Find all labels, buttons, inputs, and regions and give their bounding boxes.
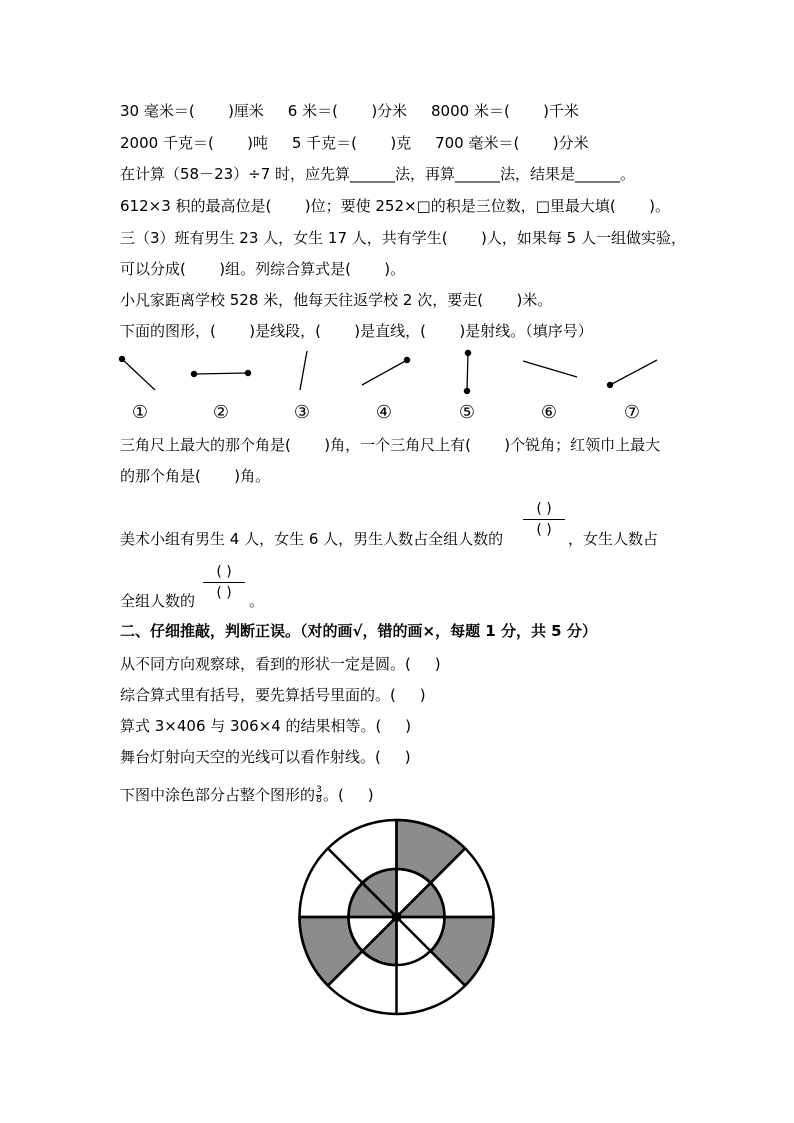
question-distance: 小凡家距离学校 528 米，他每天往返学校 2 次，要走( )米。: [120, 291, 553, 309]
judge-5-end: 。( ): [323, 786, 374, 804]
art-fraction-2: [201, 563, 247, 602]
judge-1: 从不同方向观察球，看到的形状一定是圆。( ): [120, 655, 441, 673]
question-highest-digit: 612×3 积的最高位是( )位；要使 252×□的积是三位数，□里最大填( )。: [120, 197, 670, 215]
figure-1-ray: [119, 356, 155, 390]
figure-label-2: ②: [212, 402, 230, 423]
fraction-denominator: 8: [316, 795, 322, 805]
art-line2-end: 。: [249, 592, 265, 610]
section2-heading: 二、仔细推敲，判断正误。（对的画√，错的画×，每题 1 分，共 5 分）: [120, 622, 597, 640]
figure-label-4: ④: [375, 402, 393, 423]
judge-3: 算式 3×406 与 306×4 的结果相等。( ): [120, 717, 412, 735]
art-line1-text: 美术小组有男生 4 人，女生 6 人，男生人数占全组人数的: [120, 530, 504, 548]
figure-2-segment: [191, 370, 250, 376]
figure-4-ray: [362, 357, 410, 385]
center-dot: [392, 912, 402, 922]
question-class-line1: 三（3）班有男生 23 人，女生 17 人，共有学生( )人，如果每 5 人一组做实验，: [120, 229, 686, 247]
fraction-numerator: 3: [316, 785, 322, 795]
question-class-line2: 可以分成( )组。列综合算式是( )。: [120, 260, 406, 278]
figure-label-5: ⑤: [458, 402, 476, 423]
figure-label-6: ⑥: [540, 402, 558, 423]
question-calc-order: 在计算（58－23）÷7 时，应先算______法，再算______法，结果是______。: [120, 165, 636, 183]
figure-label-3: ③: [293, 402, 311, 423]
art-fraction-2-denominator: ( ): [216, 585, 232, 601]
outer-shaded-sector-top-right: [397, 820, 466, 883]
figure-7-ray: [607, 360, 657, 388]
art-line1-end: ，女生人数占: [568, 530, 659, 548]
judge-5-text: 下图中涂色部分占整个图形的: [120, 786, 316, 804]
inner-shaded-sector-3: [397, 883, 445, 917]
art-fraction-1-denominator: ( ): [536, 522, 552, 538]
figure-3-line: [300, 351, 307, 390]
question-unit-conversion-1: 30 毫米＝( )厘米 6 米＝( )分米 8000 米＝( )千米: [120, 102, 580, 120]
figure-label-7: ⑦: [623, 402, 641, 423]
art-fraction-1: [521, 500, 567, 539]
judge-4: 舞台灯射向天空的光线可以看作射线。( ): [120, 748, 411, 766]
shaded-circle-diagram: [0, 805, 794, 1035]
art-fraction-1-numerator: ( ): [536, 501, 552, 517]
judge-5: [120, 785, 374, 805]
question-angles-line1: 三角尺上最大的那个角是( )角，一个三角尺上有( )个锐角；红领巾上最大: [120, 436, 661, 454]
question-art-line1: [120, 529, 503, 549]
question-angles-line2: 的那个角是( )角。: [120, 467, 271, 485]
outer-shaded-sector-left-lower: [300, 917, 363, 986]
figure-6-line: [523, 361, 577, 377]
question-figures: 下面的图形，( )是线段，( )是直线，( )是射线。（填序号）: [120, 322, 593, 340]
outer-shaded-sector-right-lower: [431, 917, 494, 986]
inner-shaded-sector-4: [362, 917, 396, 965]
figure-5-segment: [464, 350, 470, 393]
question-art-line2: 全组人数的: [120, 592, 196, 610]
judge-2: 综合算式里有括号，要先算括号里面的。( ): [120, 686, 426, 704]
question-unit-conversion-2: 2000 千克＝( )吨 5 千克＝( )克 700 毫米＝( )分米: [120, 134, 589, 152]
art-fraction-2-numerator: ( ): [216, 564, 232, 580]
three-eighths-fraction: [316, 786, 322, 805]
figure-label-1: ①: [131, 402, 149, 423]
